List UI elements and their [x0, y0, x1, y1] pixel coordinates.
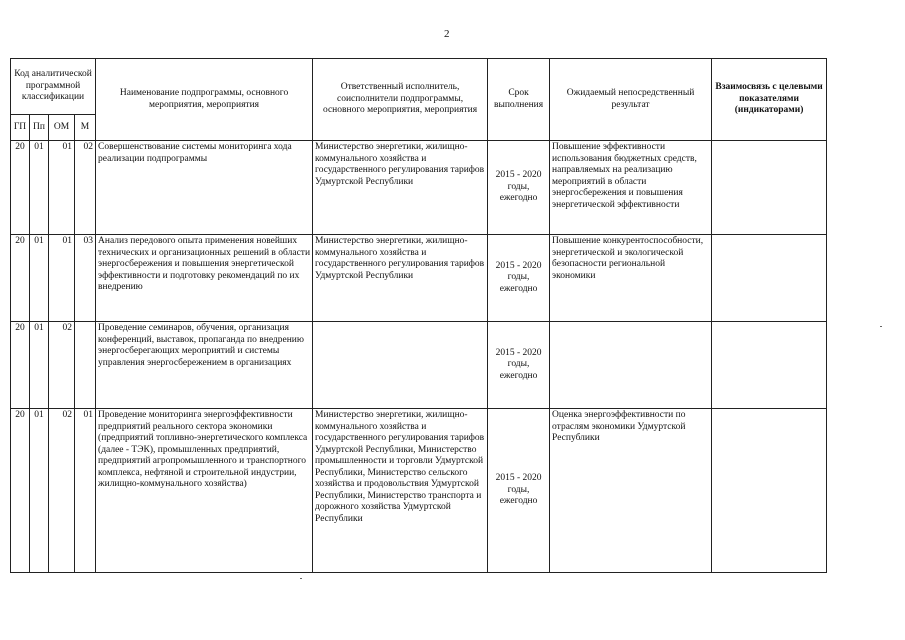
- cell-m: 02: [75, 141, 96, 235]
- cell-term: 2015 - 2020 годы, ежегодно: [488, 141, 550, 235]
- cell-term: 2015 - 2020 годы, ежегодно: [488, 322, 550, 409]
- cell-pp: 01: [30, 141, 49, 235]
- cell-result: Повышение эффективности использования бюджетных средств, направляемых на реализацию мероприятий в области энергосбережения и повышения энергетической эффективности: [550, 141, 712, 235]
- cell-m: 01: [75, 409, 96, 573]
- cell-term: 2015 - 2020 годы, ежегодно: [488, 235, 550, 322]
- cell-gp: 20: [11, 322, 30, 409]
- header-om: ОМ: [49, 115, 75, 141]
- cell-gp: 20: [11, 141, 30, 235]
- cell-m: 03: [75, 235, 96, 322]
- page-number: 2: [444, 28, 450, 40]
- cell-executor: Министерство энергетики, жилищно-коммунального хозяйства и государственного регулирования тарифов Удмуртской Республики: [313, 235, 488, 322]
- header-executor: Ответственный исполнитель, соисполнители подпрограммы, основного мероприятия, мероприятия: [313, 59, 488, 141]
- cell-executor: [313, 322, 488, 409]
- table-row: [11, 235, 827, 322]
- cell-name: Проведение мониторинга энергоэффективности предприятий реального сектора экономики (предприятий топливно-энергетического комплекса (далее - ТЭК), промышленных предприятий, предприятий агропромышленного и транспортного комплекса, нефтяной и строительной индустрии, жилищно-коммунального хозяйства): [96, 409, 313, 573]
- cell-executor: Министерство энергетики, жилищно-коммунального хозяйства и государственного регулирования тарифов Удмуртской Республики: [313, 141, 488, 235]
- cell-indicators: [712, 141, 827, 235]
- cell-gp: 20: [11, 409, 30, 573]
- cell-result: [550, 322, 712, 409]
- table-row: [11, 322, 827, 409]
- cell-executor: Министерство энергетики, жилищно-коммунального хозяйства и государственного регулирования тарифов Удмуртской Республики, Министерство промышленности и торговли Удмуртской Республики, Министерство сельского хозяйства и продовольствия Удмуртской Республики, Министерство транспорта и дорожного хозяйства Удмуртской Республики: [313, 409, 488, 573]
- cell-m: [75, 322, 96, 409]
- cell-term: 2015 - 2020 годы, ежегодно: [488, 409, 550, 573]
- header-pp: Пп: [30, 115, 49, 141]
- cell-name: Совершенствование системы мониторинга хода реализации подпрограммы: [96, 141, 313, 235]
- cell-om: 01: [49, 235, 75, 322]
- cell-name: Анализ передового опыта применения новейших технических и организационных решений в области энергосбережения и повышения энергетической эффективности и подготовку рекомендаций по их внедрению: [96, 235, 313, 322]
- cell-om: 02: [49, 409, 75, 573]
- header-indicators: Взаимосвязь с целевыми показателями (индикаторами): [712, 59, 827, 141]
- cell-om: 01: [49, 141, 75, 235]
- cell-indicators: [712, 322, 827, 409]
- cell-indicators: [712, 235, 827, 322]
- header-code-group: Код аналитической программной классификации: [11, 59, 96, 115]
- header-name: Наименование подпрограммы, основного мероприятия, мероприятия: [96, 59, 313, 141]
- header-m: М: [75, 115, 96, 141]
- cell-gp: 20: [11, 235, 30, 322]
- scan-speck: [880, 326, 882, 327]
- header-gp: ГП: [11, 115, 30, 141]
- program-measures-table: [10, 58, 827, 573]
- cell-result: Повышение конкурентоспособности, энергетической и экологической безопасности региональной экономики: [550, 235, 712, 322]
- scan-speck: [300, 578, 302, 579]
- cell-pp: 01: [30, 409, 49, 573]
- cell-pp: 01: [30, 322, 49, 409]
- cell-result: Оценка энергоэффективности по отраслям экономики Удмуртской Республики: [550, 409, 712, 573]
- table-row: [11, 409, 827, 573]
- cell-om: 02: [49, 322, 75, 409]
- cell-indicators: [712, 409, 827, 573]
- table-row: [11, 141, 827, 235]
- header-term: Срок выполнения: [488, 59, 550, 141]
- cell-pp: 01: [30, 235, 49, 322]
- cell-name: Проведение семинаров, обучения, организация конференций, выставок, пропаганда по внедрению энергосберегающих мероприятий и системы управления энергосбережением в организациях: [96, 322, 313, 409]
- header-result: Ожидаемый непосредственный результат: [550, 59, 712, 141]
